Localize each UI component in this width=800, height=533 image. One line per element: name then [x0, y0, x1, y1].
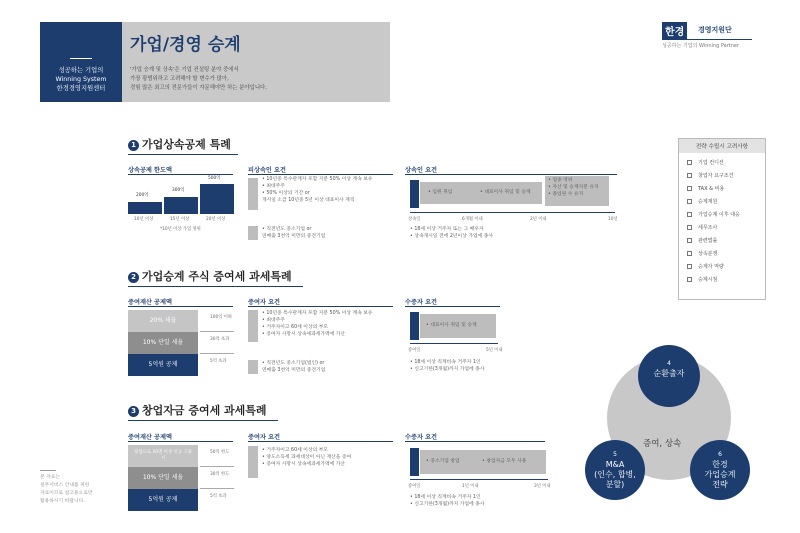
timeline-segment: • 창업자금 모두 사용	[482, 459, 527, 464]
stack-side-label: 100억 이하	[210, 315, 233, 320]
box-line: • 종업원 수 유지	[548, 192, 584, 197]
note-line: 연매출 3천억 미만의 중견기업	[262, 368, 326, 373]
recipient-rule	[405, 306, 500, 307]
desc-line: 경험 많은 최고의 전문가들이 자문해야만 하는 분야입니다.	[130, 85, 267, 91]
gift-deduction-heading: 증여재산 공제액	[128, 299, 172, 306]
building-icon	[248, 226, 258, 240]
checklist-item	[679, 183, 765, 196]
timeline-segment: • 대표이사 취임 및 승계	[426, 323, 477, 328]
section-1-rule	[128, 154, 238, 155]
section-1-title	[128, 136, 231, 152]
checklist-item	[679, 274, 765, 287]
circle-label: 순환출자	[653, 369, 685, 378]
startup-timeline-band	[420, 450, 546, 474]
stack-layer: 10% 단일 세율	[128, 467, 198, 489]
circle-label: 전략	[712, 480, 728, 489]
bar-value: 300억	[172, 188, 185, 193]
note-line: 연매출 3천억 미만의 중견기업	[262, 234, 326, 239]
axis-label: 1년 이내	[462, 484, 479, 489]
person-icon	[248, 178, 258, 210]
venn-circle-ma	[585, 440, 645, 500]
checkbox-icon	[687, 251, 692, 256]
stack-divider	[200, 331, 234, 332]
logo-mark: 한경	[662, 22, 687, 39]
section-title-text: 가업승계 주식 증여세 과세특례	[142, 270, 292, 283]
note-line: • 직전년도 중소기업(법인) or	[262, 361, 325, 366]
footnote-line: 실무서비스 안내를 위한	[40, 483, 90, 488]
note-line: • 신고기한(3개월)까지 가업에 종사	[410, 367, 485, 372]
strategy-checklist	[678, 138, 766, 300]
circle-label: 한경	[712, 460, 728, 469]
venn-center-label: 증여, 상속	[643, 439, 682, 449]
checklist-items	[679, 153, 765, 287]
giver-rule	[248, 306, 393, 307]
req-line: 개시일 소급 10년중 5년 이상 대표이사 재직	[262, 198, 355, 203]
stack-layer: 5억원 공제	[128, 489, 198, 511]
checkbox-icon	[687, 225, 692, 230]
checklist-item-label: 세무조사	[698, 225, 718, 231]
heir-company-note	[262, 226, 325, 240]
desc-line: 가장 광범위하고 고려해야 할 변수가 많아,	[130, 76, 229, 82]
req-line: • 거주자이고 60세 이상의 부모	[262, 448, 329, 453]
giver-heading: 증여자 요건	[248, 299, 281, 306]
header-description	[130, 66, 267, 93]
checklist-item-label: 기업 컨디션	[698, 160, 724, 166]
checklist-item	[679, 209, 765, 222]
section-3-title	[128, 402, 267, 418]
footnote-line: 자료이므로 참고용으로만	[40, 491, 93, 496]
stack-divider	[200, 466, 234, 467]
req-line: • 양도소득세 과세대상이 아닌 재산을 증여	[262, 455, 352, 460]
circle-label: M&A	[605, 460, 625, 469]
checklist-item-label: 관련법률	[698, 238, 718, 244]
checkbox-icon	[687, 277, 692, 282]
checklist-item-label: 가업승계 이후 대응	[698, 212, 740, 218]
giver-company-note	[262, 360, 325, 374]
checklist-item-label: 승계재원	[698, 199, 718, 205]
logo-name: 경영지원단	[698, 26, 732, 34]
note-line: • 상속개시일 전에 2년이상 가업에 종사	[410, 234, 494, 239]
section-number: 1	[128, 140, 139, 151]
note-line: • 18세 이상 직계비속 거주자 1인	[410, 360, 481, 365]
circle-number: 4	[667, 360, 671, 367]
note-line: • 18세 이상 직계비속 거주자 1인	[410, 495, 481, 500]
person-icon	[410, 312, 419, 340]
checklist-item-label: 승계자 역량	[698, 264, 724, 270]
stack-side-label: 5억 초과	[210, 494, 227, 499]
startup-tax-stack	[128, 445, 198, 511]
checklist-title: 전략 수립시 고려사항	[679, 139, 765, 153]
startup-giver-rule	[248, 441, 393, 442]
brand-line-3: 한경경영지원센터	[56, 85, 106, 92]
section-2-rule	[128, 286, 303, 287]
person-icon	[410, 448, 419, 476]
axis-label: 3년 이내	[534, 484, 551, 489]
startup-deduction-heading: 증여재산 공제액	[128, 434, 172, 441]
bar-value: 500억	[208, 176, 221, 181]
checklist-item	[679, 222, 765, 235]
checkbox-icon	[687, 212, 692, 217]
successor-post-box	[545, 176, 609, 206]
venn-circle-circular-shareholding	[638, 345, 700, 407]
recipient-heading: 수증자 요건	[405, 299, 438, 306]
logo-tagline: 성공하는 기업의 Winning Partner	[662, 43, 740, 49]
header-brand-block	[40, 22, 122, 102]
giver-requirements	[262, 310, 373, 338]
tax-stack	[128, 310, 198, 376]
recipient-timeline-band	[420, 314, 496, 338]
person-icon	[248, 446, 258, 478]
checkbox-icon	[687, 160, 692, 165]
successor-timeline-band	[420, 182, 542, 204]
req-line: • 10년중 특수관계자 포함 지분 50% 이상 계속 보유	[262, 177, 373, 182]
startup-deduction-rule	[128, 441, 233, 442]
axis-label: 상속일	[408, 217, 421, 222]
section-2-title	[128, 268, 292, 284]
axis-label: 증여일	[408, 484, 421, 489]
building-icon	[248, 360, 258, 374]
stack-layer: 20% 세율	[128, 310, 198, 332]
circle-number: 5	[613, 451, 617, 458]
startup-recipient-rule	[405, 441, 545, 442]
note-line: • 직전년도 중소기업 or	[262, 227, 312, 232]
circle-number: 6	[718, 451, 722, 458]
bar-value: 200억	[136, 193, 149, 198]
stack-side-label: 5억 초과	[210, 359, 227, 364]
startup-recipient-notes	[410, 494, 484, 508]
timeline-axis	[410, 343, 498, 344]
req-line: • 최대주주	[262, 184, 285, 189]
section-3-rule	[128, 420, 278, 421]
timeline-axis	[410, 479, 548, 480]
timeline-segment: • 중소기업 창업	[426, 459, 460, 464]
footnote-line: 활용하시기 바랍니다.	[40, 499, 85, 504]
circle-label: (인수, 합병,	[594, 470, 636, 479]
checkbox-icon	[687, 264, 692, 269]
req-line: • 최대주주	[262, 318, 285, 323]
bar-label: 20년 이상	[206, 217, 226, 222]
axis-label: 10년	[608, 217, 618, 222]
stack-layer: 10% 단일 세율	[128, 332, 198, 354]
brand-divider	[70, 58, 92, 59]
box-line: • 업종 영위	[548, 178, 573, 183]
timeline-segment: • 임원 취임	[428, 190, 453, 195]
checkbox-icon	[687, 186, 692, 191]
checklist-item	[679, 248, 765, 261]
startup-giver-requirements	[262, 447, 351, 468]
brand-line-1: 성공하는 기업의	[58, 67, 104, 74]
req-line: • 10년중 특수관계자 포함 지분 50% 이상 계속 보유	[262, 311, 373, 316]
checklist-item	[679, 170, 765, 183]
checklist-item	[679, 196, 765, 209]
checklist-item-label: 승계시점	[698, 277, 718, 283]
recipient-notes	[410, 359, 484, 373]
bar-500	[200, 184, 234, 214]
heir-heading: 피상속인 요건	[248, 167, 287, 174]
stack-layer: 창업으로 10명 이상 신규 고용시	[128, 445, 198, 467]
bar-300	[164, 197, 198, 214]
brand-line-2: Winning System	[55, 76, 107, 83]
checkbox-icon	[687, 173, 692, 178]
stack-divider	[200, 353, 234, 354]
req-line: • 50% 이상의 기간 or	[262, 191, 310, 196]
axis-label: 2년 이내	[530, 217, 547, 222]
heir-requirements	[262, 176, 373, 204]
axis-label: 6개월 이내	[462, 217, 483, 222]
circle-label: 가업승계	[704, 470, 736, 479]
axis-label: 5년 이내	[486, 348, 503, 353]
bar-label: 10년 이상	[134, 217, 154, 222]
venn-circle-hankyung-strategy	[690, 440, 750, 500]
person-icon	[248, 310, 258, 342]
desc-line: '가업 승계 및 상속'은 기업 컨설팅 분야 중에서	[130, 67, 239, 73]
req-line: • 증여자 사망시 상속세과세가액에 가산	[262, 462, 346, 467]
successor-heading: 상속인 요건	[405, 167, 438, 174]
timeline-segment: • 대표이사 취임 및 승계	[480, 190, 531, 195]
section-title-text: 창업자금 증여세 과세특례	[142, 404, 267, 417]
checklist-item-label: 상속분쟁	[698, 251, 718, 257]
successor-notes	[410, 226, 493, 240]
axis-label: 증여일	[408, 348, 421, 353]
person-icon	[410, 180, 419, 208]
startup-giver-heading: 증여자 요건	[248, 434, 281, 441]
note-line: • 18세 이상 거주자 또는 그 배우자	[410, 227, 484, 232]
timeline-axis	[410, 212, 615, 213]
stack-side-label: 30억 초과	[210, 337, 230, 342]
checkbox-icon	[687, 238, 692, 243]
section-number: 2	[128, 272, 139, 283]
note-line: • 신고기한(3개월)까지 가업에 종사	[410, 502, 485, 507]
circle-label: 분할)	[605, 480, 625, 489]
section-title-text: 가업상속공제 특례	[142, 138, 231, 151]
startup-recipient-heading: 수증자 요건	[405, 434, 438, 441]
successor-rule	[405, 174, 617, 175]
box-line: • 자산 및 승계지분 유지	[548, 185, 599, 190]
stack-layer: 5억원 공제	[128, 354, 198, 376]
footnote-line: 본 자료는	[40, 475, 61, 480]
gift-deduction-rule	[128, 306, 233, 307]
logo-underline	[662, 39, 752, 40]
checklist-item-label: 창업자 요구조건	[698, 173, 734, 179]
bar-200	[128, 202, 162, 214]
req-line: • 증여자 사망시 상속세과세가액에 가산	[262, 332, 346, 337]
checklist-item-label: TAX & 비용	[698, 186, 725, 192]
page-title: 가업/경영 승계	[130, 35, 241, 55]
heir-rule	[248, 174, 393, 175]
bar-label: 15년 이상	[170, 217, 190, 222]
checklist-item	[679, 157, 765, 170]
section-number: 3	[128, 406, 139, 417]
deduction-heading: 상속공제 한도액	[128, 167, 172, 174]
footnote	[40, 474, 93, 506]
deduction-bar-chart	[128, 178, 234, 228]
checklist-item	[679, 235, 765, 248]
footnote-rule	[40, 470, 56, 471]
bars-footnote: *10년 이상 가업 영위	[160, 227, 201, 232]
stack-divider	[200, 488, 234, 489]
stack-side-label: 30억 한도	[210, 472, 230, 477]
req-line: • 거주자이고 60세 이상의 부모	[262, 325, 329, 330]
stack-side-label: 50억 한도	[210, 450, 230, 455]
checkbox-icon	[687, 199, 692, 204]
checklist-item	[679, 261, 765, 274]
